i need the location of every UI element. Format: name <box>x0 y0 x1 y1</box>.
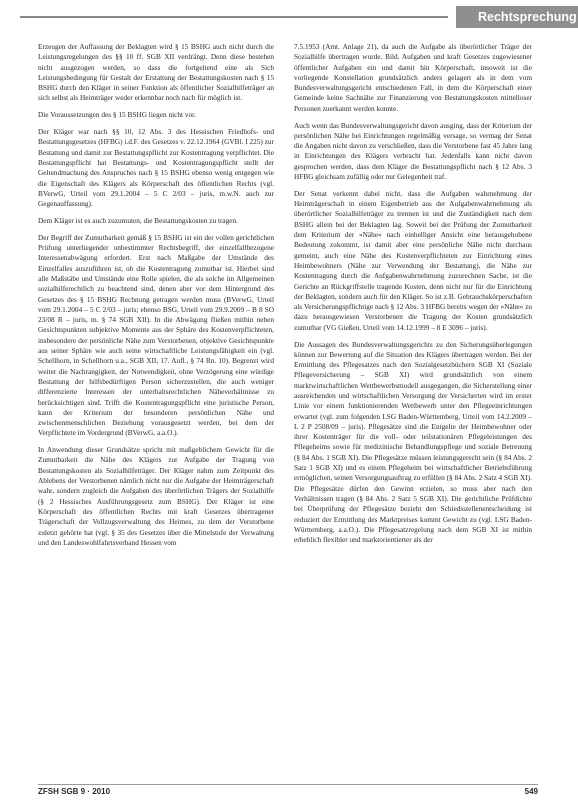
page-number: 549 <box>524 787 538 796</box>
paragraph: Die Aussagen des Bundesverwaltungsgerichts zu den Sicherungsüberlegungen können zur Bewertung auf die Situation des Klägers übertragen werden. Bei der Ermittlung des Pflegesatzes nach den Sozialgesetzbüchern SGB XI (Soziale Pflegeversicherung – SGB XI) wird grundsätzlich von einem marktwirtschaftlichen Wettbewerbsmodell ausgegangen, die Sicherstellung einer ausreichenden und wirtschaftlichen Versorgung der Versicherten wird im erster Linie vor einem funktionierenden Wettbewerb unter den Pflegeeinrichtungen erwartet (vgl. zum folgenden LSG Baden-Württemberg, Urteil vom 14.2.2009 – L 2 P 2508/09 – juris). Pflegesätze sind die Entgelte der Heimbewohner oder ihrer Kostenträger für die voll- oder teilstationären Pflegeleistungen des Pflegeheims sowie für medizinische Behandlungspflege und soziale Betreuung (§ 84 Abs. 1 SGB XI). Die Pflegesätze müssen leistungsgerecht sein (§ 84 Abs. 2 Satz 1 SGB XI) und es einem Pflegeheim bei wirtschaftlicher Betriebsführung ermöglichen, seinen Versorgungsauftrag zu erfüllen (§ 84 Abs. 2 Satz 4 SGB XI). Die Pflegesätze dürfen den Gewinn erzielen, so muss aber nach den Verhältnissen tragen (§ 84 Abs. 2 Satz 5 SGB XI). Die gerichtliche Prüfdichte bei Überprüfung der Pflegesätze bezieht den Schiedsstellenentscheidung ist reduziert der Ermittlung des Marktpreises kommt Gewicht zu (vgl. LSG Baden-Württemberg, a.a.O.). Die Pflegesatzregelung nach dem SGB XI ist mithin erheblich flexibler und marktorientierter als der <box>294 339 532 545</box>
page-footer <box>38 787 538 801</box>
paragraph: Erzeugen der Auffassung der Beklagten wird § 15 BSHG auch nicht durch die Leistungsregelungen des §§ 10 ff. SGB XII verdrängt. Denn diese bestehen nicht ausgezogen werden, so dass die fortgeltend eine als Sich Leistungsbedingung für Gestalt der Erstattung der Bestattungskosten nach § 15 BSHG durch den Kläger in seiner Funktion als öffentlicher Sozialhilfeträger an sich selbst als Heimträger weder erkennbar noch nach für möglich ist. <box>38 42 274 103</box>
left-column <box>38 42 274 555</box>
paragraph: In Anwendung dieser Grundsätze spricht mit maßgeblichem Gewicht für die Zumutbarkeit die Nähe des Klägers zur Aufgabe der Tragung von Bestattungskosten als Sozialhilfeträger. Der Kläger nahm zum Zeitpunkt des Ablebens der Verstorbenen nämlich nicht nur die Aufgabe der Heimträgerschaft wahr, sondern zugleich die Aufgaben des überörtlichen Trägers der Sozialhilfe (§ 2 Hessisches Ausführungsgesetz zum BSHG). Der Kläger ist eine Körperschaft des öffentlichen Rechts mit kraft Gesetzes übertragener Trägerschaft der Vollzugsverwaltung des Heimes, zu dem der Verstorbene zuletzt gehörte hat (vgl. § 35 des Gesetzes über die Mittelstufe der Verwaltung und den Landeswohlfahrtsverband Hessen vom <box>38 445 274 547</box>
paragraph: Der Begriff der Zumutbarkeit gemäß § 15 BSHG ist ein der vollen gerichtlichen Prüfung unterliegender unbestimmter Rechtsbegriff, der einzelfallbezogene Interessenabwägung erfordert. Erst nach Maßgabe der Umstände des Einzelfalles auszuführen ist, ob die Kostentragung zumutbar ist. Hierbei sind alle Maßstäbe und Umstände eine Rolle spielen, die als solche im Allgemeinen sozialhilferechtlich zu beachtend sind, denen aber vor dem Hintergrund des Gesetzes des § 15 BSHG Rechnung getragen werden muss (BVerwG, Urteil vom 29.1.2004 – 5 C 2/03 – juris; ebenso BSG, Urteil vom 29.9.2009 – B 8 SO 23/08 R – juris, m. § 74 SGB XII). In die Abwägung fließen mithin neben Gesichtspunkten subjektive Momente aus der Sphäre des Kostenverpflichteten, insbesondere der persönliche Nähe zum Verstorbenen, objektive Gesichtspunkte aus seiner Sphäre wie auch seine wirtschaftliche Leistungsfähigkeit ein (vgl. Schellhorn, in Schellhorn u.a., SGB XII, 17. Aufl., § 74 Rn. 10). Begrenzt wird weiter die Nachrangigkeit, der Notwendigkeit, ohne Verzögerung eine würdige Bestattung der hilfsbedürftigen Person sicherzustellen, die auch weniger differenzierte Interessen der unterhaltsrechtlichen Näheverhältnisse zu berücksichtigen sind. Trifft die Kostentragungspflicht eine juristische Person, kann der Kriterium der besonderen persönlichen Nähe und zwischenmenschlichen Beziehung vorausgesetzt werden, bei dem der Verpflichtete im Vordergrund (BVerwG, a.a.O.). <box>38 232 274 438</box>
paragraph: Die Voraussetzungen des § 15 BSHG liegen nicht vor. <box>38 110 197 120</box>
paragraph: Der Senat verkennt dabei nicht, dass die Aufgaben wahrnehmung der Heimträgerschaft in einem Eigenbetrieb aus der Aufgabenwahrnehmung als überörtlicher Sozialhilfeträger zu trennen ist und die Zuständigkeit nach dem BSHG allein bei der Beklagten lag. Soweit bei der Prüfung der Zumutbarkeit dem Kriterium der »Nähe« nach einhelliger Ansicht eine herausgehobene Bedeutung zukommt, ist damit aber eine persönliche Nähe nicht durchaus gemeint, auch eine Nähe des Kostenverpflichteten zur Einrichtung eines Heimbewohners (Nähe zur Verwendung der Bestattung), die Nähe zur Kostentragung durch die Aufgabenwahrnehmung zuzurechnen Sache, ist die Gerichte an Rückgriffstelle tragende Kosten, denn nicht nur für die Einrichtung der Beklagten, sondern auch für den Kläger. So ist z.B. Gebrauchskörperschaften als Versicherungspflichtige nach § 12 Abs. 3 HFBG bereits wegen der »Nähe« zu dazu herausgewiesen Verstorbenen die Tragung der Kosten grundsätzlich zumutbar (VG Gießen, Urteil vom 14.12.1999 – 8 E 3096 – juris). <box>294 188 532 332</box>
section-tab: Rechtsprechung <box>456 6 578 28</box>
footer-rule <box>38 784 538 785</box>
running-header <box>0 6 578 22</box>
journal-name: ZFSH SGB 9 · 2010 <box>38 787 111 796</box>
paragraph: Dem Kläger ist es auch zuzumuten, die Bestattungskosten zu tragen. <box>38 215 238 225</box>
paragraph: Auch wenn das Bundesverwaltungsgericht davon ausging, dass der Kriterium der persönlichen Nähe bei Einrichtungen regelmäßig versage, so vermag der Senat die Angaben nicht davon zu verschließen, dass die Verstorbene fast 45 Jahre lang in Einrichtungen des Klägers verbracht hat. Jedenfalls kann nicht davon gesprochen werden, dass dem Kläger die Bestattungspflicht nach § 12 Abs. 3 HFBG gleichsam zufällig oder nur Gelegenheit traf. <box>294 120 532 182</box>
right-column <box>294 42 532 552</box>
paragraph: 7.5.1953 (Amt. Anlage 21), da auch die Aufgabe als überörtlicher Träger der Sozialhilfe übertragen wurde. Bild. Aufgaben und kraft Gesetzes zugewiesener öffentlicher Aufgaben ein und damit hin Körperschaft, insoweit ist die vorliegende Konstellation grundsätzlich anders gelagert als in dem vom Bundesverwaltungsgericht entschiedenen Fall, in dem die Körperschaft einer Gemeinde keine Sachnähe zur Finanzierung von Bestattungskosten mittelloser Personen zuerkannt werden konnte. <box>294 42 532 113</box>
header-rule <box>20 16 448 18</box>
paragraph: Der Kläger war nach §§ 10, 12 Abs. 3 des Hessischen Friedhofs- und Bestattungsgesetzes (HFBG) i.d.F. des Gesetzes v. 22.12.1964 (GVBl. I 225) zur Bestattung und damit zur Bestattungspflicht zur Kostentragung verpflichtet. Die Bestattungspflicht hat Bestattungs- und Kostentragungspflicht stellt der Geltendmachung des Anspruches nach § 15 BSHG ebenso wenig entgegen wie die Eigenschaft des Klägers als Körperschaft des öffentlichen Rechts (vgl. BVerwG, Urteil vom 29.1.2004 – 5 C 2/03 – juris, m.w.N. auch zur Gegenauffassung). <box>38 127 274 209</box>
